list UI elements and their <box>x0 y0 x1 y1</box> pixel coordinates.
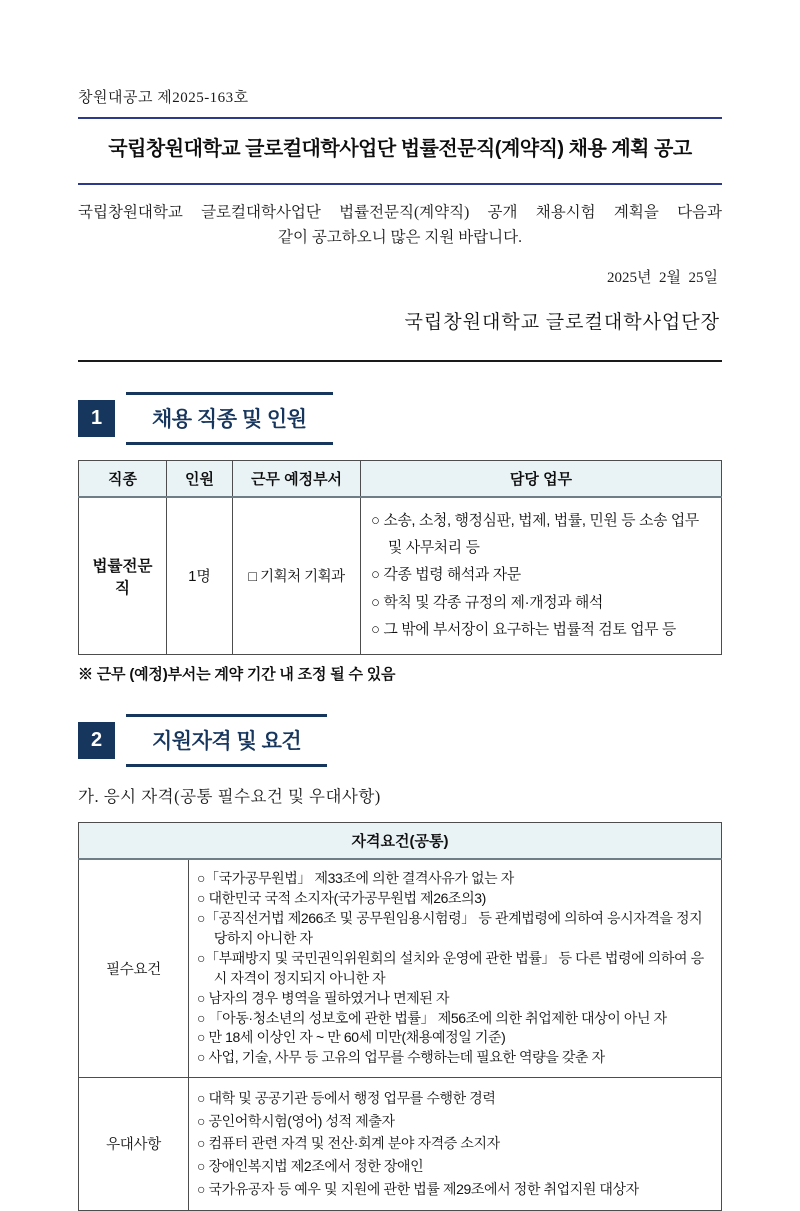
requirement-item: ○「국가공무원법」 제33조에 의한 결격사유가 없는 자 <box>197 870 514 887</box>
section-divider <box>78 360 722 362</box>
intro-paragraph <box>78 201 722 251</box>
requirement-item: ○ 만 18세 이상인 자 ~ 만 60세 미만(채용예정일 기준) <box>197 1029 506 1046</box>
page-content <box>78 0 722 1211</box>
preference-item: ○ 국가유공자 등 예우 및 지원에 관한 법률 제29조에서 정한 취업지원 대상자 <box>197 1180 639 1197</box>
required-label: 필수요건 <box>79 859 189 1077</box>
preferred-items-list <box>195 1083 715 1204</box>
intro-line-1: 국립창원대학교 글로컬대학사업단 법률전문직(계약직) 공개 채용시험 계획을 다음과 <box>78 204 722 221</box>
section2-number-badge: 2 <box>78 722 115 759</box>
page-title: 국립창원대학교 글로컬대학사업단 법률전문직(계약직) 채용 계획 공고 <box>108 138 692 160</box>
requirement-item: ○ 사업, 기술, 사무 등 고유의 업무를 수행하는데 필요한 역량을 갖춘 자 <box>197 1049 605 1066</box>
title-rule-bottom <box>78 183 722 185</box>
column-header: 인원 <box>167 460 233 497</box>
section1-header <box>78 392 722 445</box>
column-header: 근무 예정부서 <box>233 460 361 497</box>
recruitment-table-row <box>79 497 722 655</box>
preferred-label: 우대사항 <box>79 1078 189 1210</box>
section2-subtitle: 가. 응시 자격(공통 필수요건 및 우대사항) <box>78 787 381 807</box>
recruitment-table-header-row <box>79 460 722 497</box>
qualification-table-header: 자격요건(공통) <box>79 823 722 860</box>
requirement-item: ○「부패방지 및 국민권익위원회의 설치와 운영에 관한 법률」 등 다른 법령에 의하여 응시 자격이 정지되지 아니한 자 <box>197 949 704 986</box>
duty-item: ○ 학칙 및 각종 규정의 제·개정과 해석 <box>371 594 604 611</box>
section2-header <box>78 714 722 767</box>
intro-line-2: 같이 공고하오니 많은 지원 바랍니다. <box>278 228 522 246</box>
qualification-table-header-row <box>79 823 722 860</box>
headcount-cell: 1명 <box>167 497 233 655</box>
duty-item: ○ 각종 법령 해석과 자문 <box>371 567 521 584</box>
doc-number: 창원대공고 제2025-163호 <box>78 90 249 106</box>
recruitment-table <box>78 460 722 656</box>
duty-item: ○ 그 밖에 부서장이 요구하는 법률적 검토 업무 등 <box>371 622 677 639</box>
preference-item: ○ 공인어학시험(영어) 성적 제출자 <box>197 1112 395 1129</box>
signer-title: 국립창원대학교 글로컬대학사업단장 <box>404 311 720 333</box>
preference-item: ○ 컴퓨터 관련 자격 및 전산·회계 분야 자격증 소지자 <box>197 1135 500 1152</box>
required-qualifications-row <box>79 859 722 1077</box>
department-cell: □ 기획처 기획과 <box>233 497 361 655</box>
column-header: 담당 업무 <box>361 460 722 497</box>
requirement-item: ○ 대한민국 국적 소지자(국가공무원법 제26조의3) <box>197 890 486 907</box>
required-items-cell <box>189 859 722 1077</box>
qualification-table <box>78 822 722 1210</box>
preference-item: ○ 대학 및 공공기관 등에서 행정 업무를 수행한 경력 <box>197 1090 496 1107</box>
section1-title: 채용 직종 및 인원 <box>126 392 333 445</box>
announcement-date: 2025년 2월 25일 <box>607 269 718 286</box>
requirement-item: ○ 「아동·청소년의 성보호에 관한 법률」 제56조에 의한 취업제한 대상이 아닌 자 <box>197 1009 667 1026</box>
requirement-item: ○ 남자의 경우 병역을 필하였거나 면제된 자 <box>197 989 450 1006</box>
requirement-item: ○「공직선거법 제266조 및 공무원임용시험령」 등 관계법령에 의하여 응시자격을 정지당하지 아니한 자 <box>197 910 703 947</box>
table-footnote: ※ 근무 (예정)부서는 계약 기간 내 조정 될 수 있음 <box>78 666 396 684</box>
preference-item: ○ 장애인복지법 제2조에서 정한 장애인 <box>197 1158 424 1175</box>
duties-cell <box>361 497 722 655</box>
section1-number-badge: 1 <box>78 400 115 437</box>
section2-title: 지원자격 및 요건 <box>126 714 327 767</box>
preferred-items-cell <box>189 1078 722 1210</box>
preferred-qualifications-row <box>79 1078 722 1210</box>
duty-item: ○ 소송, 소청, 행정심판, 법제, 법률, 민원 등 소송 업무 및 사무처리 등 <box>371 512 699 556</box>
column-header: 직종 <box>79 460 167 497</box>
job-type-cell: 법률전문직 <box>79 497 167 655</box>
required-items-list <box>195 865 715 1072</box>
duties-list <box>369 504 713 649</box>
